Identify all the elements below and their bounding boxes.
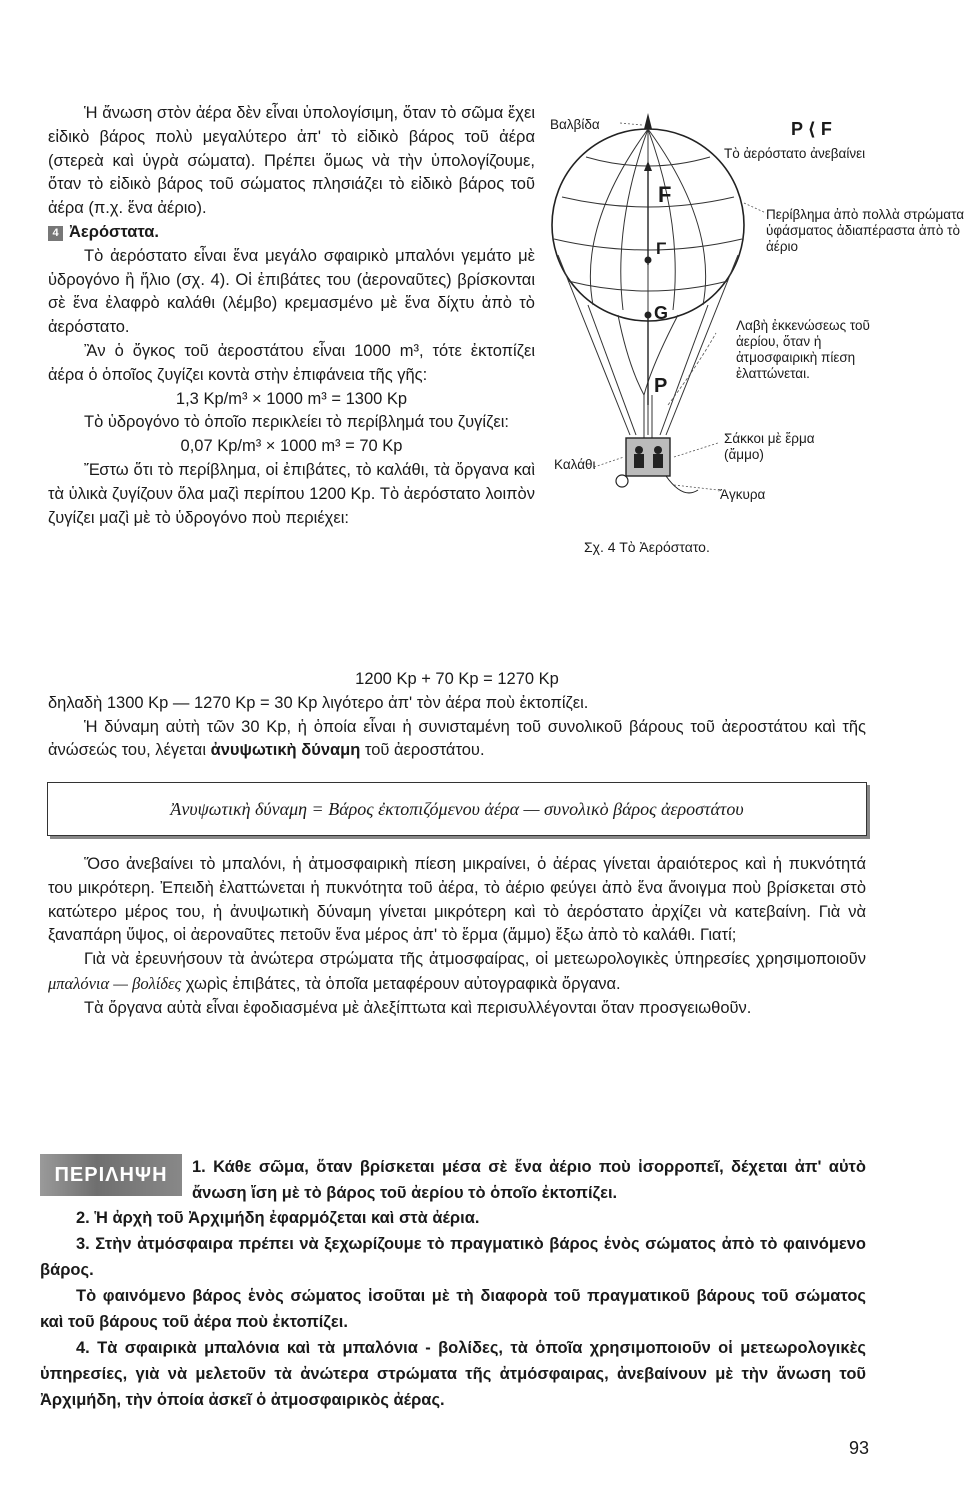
section-number-badge: 4 (48, 226, 63, 241)
weather-text-end: χωρὶς ἐπιβάτες, τὰ ὁποῖα μεταφέρουν αὐτογραφικὰ ὄργανα. (185, 974, 621, 993)
center-G-label: G (654, 303, 669, 323)
paragraph-lift-definition (48, 716, 866, 764)
lift-term: ἀνυψωτικὴ δύναμη (210, 741, 361, 760)
sandbag-shape (616, 475, 628, 487)
page-number: 93 (848, 1438, 869, 1458)
summary-item-2: 2. Ἡ ἀρχὴ τοῦ Ἀρχιμήδη ἐφαρμόζεται καὶ στὰ ἀέρια. (76, 1209, 480, 1227)
summary-item-1: 1. Κάθε σῶμα, ὅταν βρίσκεται μέσα σὲ ἕνα ἀέριο ποὺ ἰσορροπεῖ, δέχεται ἀπ' αὐτὸ ἄνωση ἴση μὲ τὸ βάρος τοῦ ἀερίου τὸ ὁποῖο ἐκτοπίζει. (192, 1158, 866, 1202)
anchor-line (666, 476, 698, 493)
vent-label: Λαβὴ ἐκκενώσεως τοῦ ἀερίου, ὅταν ἡ ἀτμοσφαιρικὴ πίεση ἐλαττώνεται. (736, 318, 870, 381)
valve-shape (644, 113, 652, 129)
full-width-section (48, 668, 866, 763)
weather-text-start: Γιὰ νὰ ἐρευνήσουν τὰ ἀνώτερα στρώματα τῆς ἀτμοσφαίρας, οἱ μετεωρολογικὲς ὑπηρεσίες χρησιμοποιοῦν (84, 950, 866, 969)
weather-term: μπαλόνια — βολίδες (48, 973, 182, 993)
paragraph-ascent: Ὅσο ἀνεβαίνει τὸ μπαλόνι, ἡ ἀτμοσφαιρικὴ πίεση μικραίνει, ὁ ἀέρας γίνεται ἀραιότερος καὶ ἡ πυκνότητά του μικρότερη. Ἐπειδὴ ἐλαττώνεται ἡ πυκνότητα τοῦ ἀέρα, τὸ ἀέριο φεύγει ἀπὸ ἕνα ἄνοιγμα ποὺ βρίσκεται στὸ κατώτερο μέρος του, ἡ ἀνυψωτικὴ δύναμη γίνεται μικρότερη καὶ τὸ ἀερόστατο ἀρχίζει νὰ κατεβαίνη. Γιὰ νὰ ξαναπάρη ὕψος, οἱ ἀεροναῦτες πετοῦν ἕνα μέρος ἀπ' τὸ ἕρμα (ἄμμο) ἔξω ἀπὸ τὸ καλάθι. Γιατί; (48, 855, 866, 945)
paragraph-difference: δηλαδὴ 1300 Kp — 1270 Kp = 30 Kp λιγότερο ἀπ' τὸν ἀέρα ποὺ ἐκτοπίζει. (48, 693, 589, 712)
paragraph-balloon-intro: Τὸ ἀερόστατο εἶναι ἕνα μεγάλο σφαιρικὸ μπαλόνι γεμάτο μὲ ὑδρογόνο ἢ ἥλιο (σχ. 4). Οἱ ἐπιβάτες του (ἀεροναῦτες) βρίσκονται σὲ ἕνα ἐλαφρὸ καλάθι (λέμβο) κρεμασμένο μὲ ἕνα δίχτυ ἀπὸ τὸ ἀερόστατο. (48, 246, 535, 337)
summary-tag: ΠΕΡΙΛΗΨΗ (40, 1154, 182, 1196)
summary-item-4: 4. Τὰ σφαιρικὰ μπαλόνια καὶ τὰ μπαλόνια - βολίδες, τὰ ὁποῖα χρησιμοποιοῦν οἱ μετεωρολογικὲς ὑπηρεσίες, γιὰ νὰ μελετοῦν τὰ ἀνώτερα στρώματα τῆς ἀτμόσφαιρας, ἀνεβαίνουν μὲ τὴν ἄνωση τοῦ Ἀρχιμήδη, τὴν ὁποία ἀσκεῖ ὁ ἀτμοσφαιρικὸς ἀέρας. (40, 1339, 866, 1409)
paragraph-volume: Ἂν ὁ ὄγκος τοῦ ἀεροστάτου εἶναι 1000 m³, τότε ἐκτοπίζει ἀέρα ὁ ὁποῖος ζυγίζει κοντὰ στὴν ἐπιφάνεια τῆς γῆς: (48, 341, 535, 384)
envelope-label: Περίβλημα ἀπὸ πολλὰ στρώματα ὑφάσματος ἀδιαπέραστα ἀπὸ τὸ ἀέριο (766, 207, 965, 254)
center-gamma-label: Γ (656, 239, 667, 258)
valve-label: Βαλβίδα (550, 117, 600, 132)
lift-text-end: τοῦ ἀεροστάτου. (364, 741, 485, 760)
paragraph-parachutes: Τὰ ὄργανα αὐτὰ εἶναι ἐφοδιασμένα μὲ ἀλεξίπτωτα καὶ περισυλλέγονται ὅταν προσγειωθοῦν. (84, 998, 752, 1017)
condition-note: Τὸ ἀερόστατο ἀνεβαίνει (724, 146, 866, 161)
condition-label: P ⟨ F (791, 119, 832, 139)
figure-caption: Σχ. 4 Τὸ Ἀερόστατο. (584, 539, 710, 555)
lower-paragraphs (48, 853, 866, 1021)
calculation-total: 1200 Kp + 70 Kp = 1270 Kp (355, 670, 559, 688)
lift-text-start: Ἡ δύναμη αὐτὴ τῶν 30 Kp, ἡ ὁποία εἶναι ἡ συνισταμένη τοῦ συνολικοῦ βάρους τοῦ ἀεροστάτου καὶ τῆς ἀνώσεώς του, λέγεται (48, 717, 866, 760)
paragraph-total-weight: Ἔστω ὅτι τὸ περίβλημα, οἱ ἐπιβάτες, τὸ καλάθι, τὰ ὄργανα καὶ τὰ ὑλικὰ ζυγίζουν ὅλα μαζὶ περίπου 1200 Kp. Τὸ ἀερόστατο λοιπὸν ζυγίζει μαζὶ μὲ τὸ ὑδρογόνο ποὺ περιέχει: (48, 460, 535, 527)
force-P-label: P (654, 375, 668, 397)
basket-shape (626, 438, 670, 476)
balloon-figure (548, 105, 968, 565)
section-heading (48, 221, 535, 245)
summary-item-3b: Τὸ φαινόμενο βάρος ἑνὸς σώματος ἰσοῦται μὲ τὴ διαφορὰ τοῦ πραγματικοῦ βάρους τοῦ σώματος καὶ τοῦ βάρους τοῦ ἀέρα ποὺ ἐκτοπίζει. (40, 1287, 866, 1331)
paragraph-weather-balloons (48, 948, 866, 997)
paragraph-buoyancy-air: Ἡ ἄνωση στὸν ἀέρα δὲν εἶναι ὑπολογίσιμη, ὅταν τὸ σῶμα ἔχει εἰδικὸ βάρος πολὺ μεγαλύτερο ἀπ' τὸ εἰδικὸ βάρος τοῦ ἀέρα (στερεὰ καὶ ὑγρὰ σώματα). Πρέπει ὅμως νὰ τὴν ὑπολογίζουμε, ὅταν τὸ εἰδικὸ βάρος τοῦ σώματος πλησιάζει τὸ εἰδικὸ βάρος τοῦ ἀέρα (π.χ. ἕνα ἀέριο). (48, 104, 535, 218)
paragraph-hydrogen: Τὸ ὑδρογόνο τὸ ὁποῖο περικλείει τὸ περίβλημά του ζυγίζει: (84, 413, 509, 432)
summary-item-1-box (192, 1154, 866, 1206)
basket-label: Καλάθι (554, 457, 596, 472)
summary-list (40, 1205, 866, 1413)
formula-box (47, 782, 867, 836)
anchor-label: Ἄγκυρα (718, 487, 766, 502)
left-column (48, 102, 535, 530)
calculation-hydrogen-weight: 0,07 Kp/m³ × 1000 m³ = 70 Kp (180, 437, 403, 456)
force-F-label: F (658, 182, 672, 207)
sandbags-label: Σάκκοι μὲ ἕρμα (ἄμμο) (724, 431, 815, 462)
lift-formula: Ἀνυψωτικὴ δύναμη = Βάρος ἐκτοπιζόμενου ἀέρα — συνολικὸ βάρος ἀεροστάτου (170, 799, 744, 819)
section-title: Ἀερόστατα. (69, 222, 160, 241)
calculation-air-weight: 1,3 Kp/m³ × 1000 m³ = 1300 Kp (175, 389, 408, 408)
summary-item-3: 3. Στὴν ἀτμόσφαιρα πρέπει νὰ ξεχωρίζουμε τὸ πραγματικὸ βάρος ἑνὸς σώματος ἀπὸ τὸ φαινόμενο βάρος. (40, 1235, 866, 1279)
